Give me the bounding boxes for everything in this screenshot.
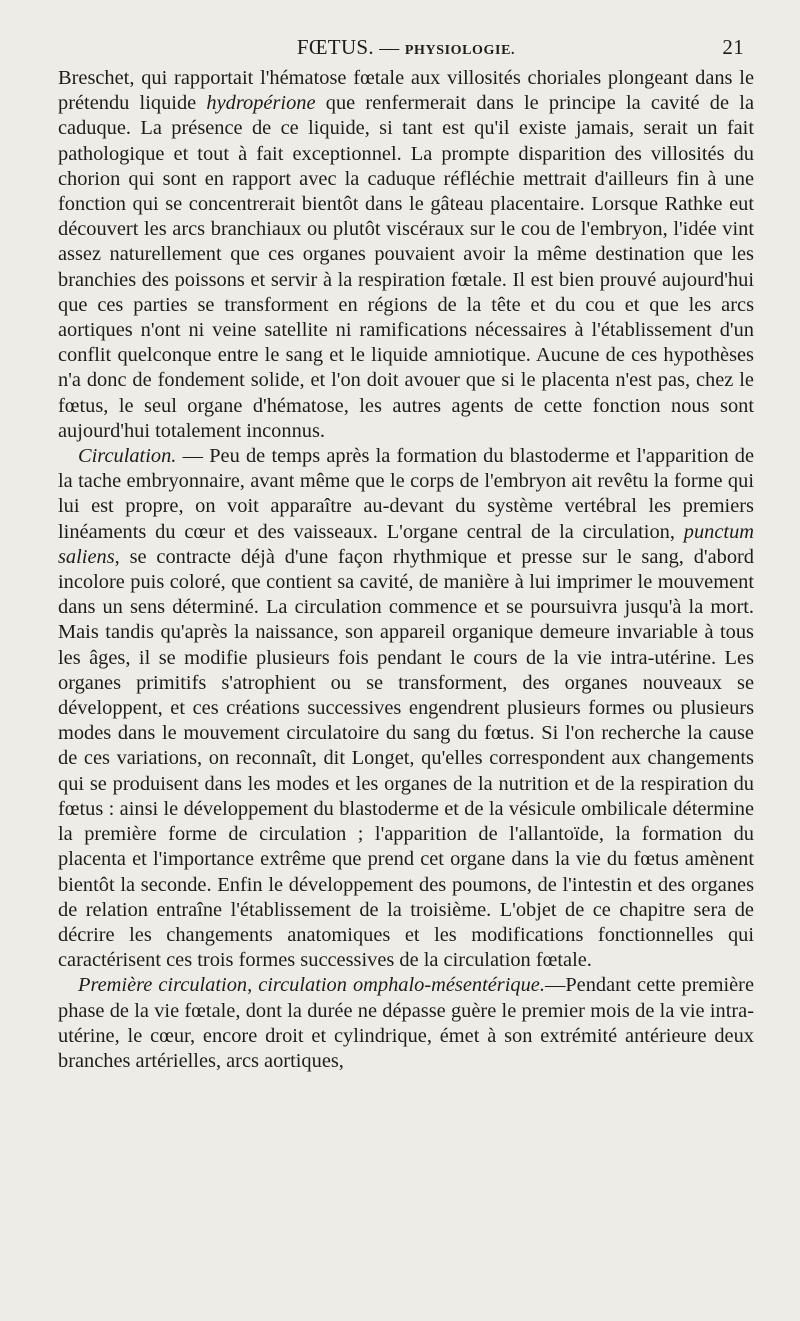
text-run: Breschet, qui rapportait l'hématose fœtale aux villosités choriales plongeant dans le prétendu liquide bbox=[58, 67, 754, 115]
page-number: 21 bbox=[722, 35, 744, 59]
header-dash: — bbox=[373, 37, 405, 59]
header-section: PHYSIOLOGIE. bbox=[404, 43, 516, 58]
paragraph-breschet bbox=[58, 66, 754, 444]
text-run: que renfermerait dans le principe la cavité de la caduque. La présence de ce liquide, si tant est qu'il existe jamais, serait un fait pathologique et tout à fait exceptionnel. La prompte disparition des villosités du chorion qui sont en rapport avec la caduque réfléchie mettrait d'ailleurs fin à une fonction qui se concentrerait bientôt dans le gâteau placentaire. Lorsque Rathke eut découvert les arcs branchiaux ou plutôt viscéraux sur le cou de l'embryon, l'idée vint assez naturellement que ces organes pouvaient avoir la même destination que les branchies des poissons et servir à la respiration fœtale. Il est bien prouvé aujourd'hui que ces parties se transforment en régions de la tête et du cou et que les arcs aortiques n'ont ni veine satellite ni ramifications nécessaires à l'établissement d'un conflit quelconque entre le sang et le liquide amniotique. Aucune de ces hypothèses n'a donc de fondement solide, et l'on doit avouer que si le placenta n'est pas, chez le fœtus, le seul organe d'hématose, les autres agents de cette fonction nous sont aujourd'hui totalement inconnus. bbox=[58, 92, 754, 442]
paragraph-circulation bbox=[58, 444, 754, 973]
term-hydroperione: hydropérione bbox=[206, 92, 316, 115]
text-run: , se contracte déjà d'une façon rhythmique et presse sur le sang, d'abord incolore puis coloré, que contient sa cavité, de manière à lui imprimer le mouvement dans un sens déterminé. La circulation commence et se poursuivra jusqu'à la mort. Mais tandis qu'après la naissance, son appareil organique demeure invariable à tous les âges, il se modifie plusieurs fois pendant le cours de la vie intra-utérine. Les organes primitifs s'atrophient ou se transforment, des organes nouveaux se développent, et ces créations successives engendrent plusieurs formes ou plusieurs modes dans le mouvement circulatoire du sang du fœtus. Si l'on recherche la cause de ces variations, on reconnaît, dit Longet, qu'elles correspondent aux changements qui se produisent dans les modes et les organes de la nutrition et de la respiration du fœtus : ainsi le développement du blastoderme et de la vésicule ombilicale détermine la première forme de circulation ; l'apparition de l'allantoïde, la formation du placenta et l'importance extrême que prend cet organe dans la vie du fœtus amènent bientôt la seconde. Enfin le développement des poumons, de l'intestin et des organes de relation entraîne l'établissement de la troisième. L'objet de ce chapitre sera de décrire les changements anatomiques et les modifications fonctionnelles qui caractérisent ces trois formes successives de la circulation fœtale. bbox=[58, 545, 754, 972]
running-header bbox=[58, 32, 754, 62]
paragraph-premiere-circulation bbox=[58, 973, 754, 1074]
text-run: — Peu de temps après la formation du blastoderme et l'apparition de la tache embryonnaire, avant même que le corps de l'embryon ait revêtu la forme qui lui est propre, on voit apparaître au-devant du système vertébral les premiers linéaments du cœur et des vaisseaux. L'organe central de la circulation, bbox=[58, 445, 754, 543]
term-punctum-saliens: punctum saliens bbox=[58, 520, 754, 568]
section-heading-circulation: Circulation. bbox=[78, 445, 177, 468]
section-heading-premiere-circulation: Première circulation, circulation omphalo-mésentérique. bbox=[78, 974, 545, 997]
text-run: —Pendant cette première phase de la vie fœtale, dont la durée ne dépasse guère le premier mois de la vie intra-utérine, le cœur, encore droit et cylindrique, émet à son extrémité antérieure deux branches artérielles, arcs aortiques, bbox=[58, 974, 754, 1072]
header-title: FŒTUS. bbox=[296, 35, 374, 59]
body-text bbox=[58, 66, 754, 1074]
